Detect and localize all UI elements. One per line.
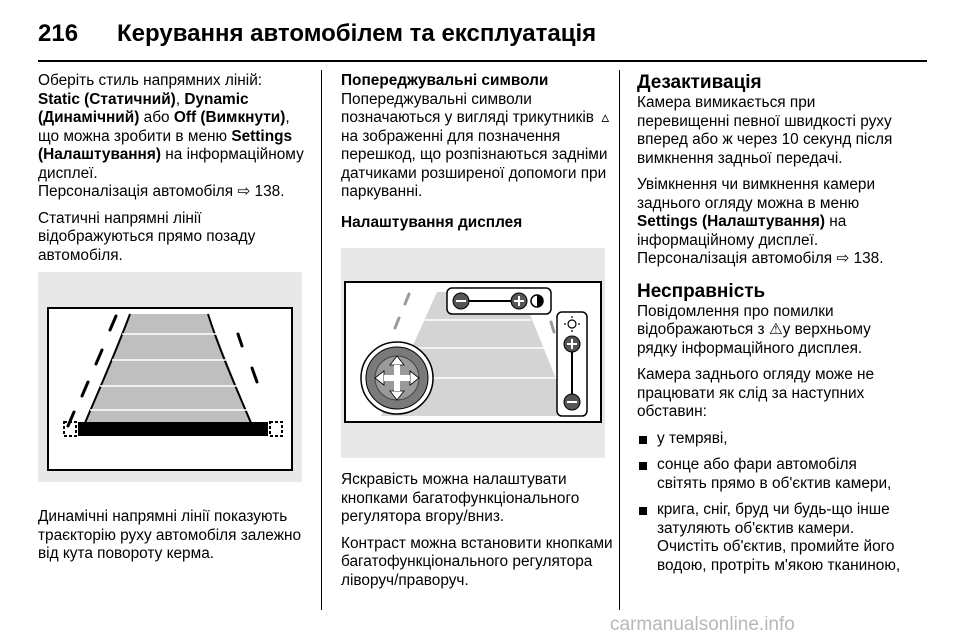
deactivation-paragraph-2: [637, 176, 909, 269]
text: ,: [175, 90, 185, 108]
text: Повідомлення про помилки відображаються з: [637, 302, 834, 338]
page-ref: 138.: [849, 250, 884, 267]
column-divider-2: [619, 70, 620, 610]
personalization-link[interactable]: Персоналізація автомобіля: [38, 183, 234, 200]
fault-paragraph-1: [637, 303, 909, 359]
column-3: [637, 72, 909, 583]
column-divider-1: [321, 70, 322, 610]
column-2-bottom: [341, 471, 613, 598]
brightness-paragraph: Яскравість можна налаштувати кнопками багатофункціонального регулятора вгору/вниз.: [341, 471, 580, 525]
page-ref-arrow-icon: ⇨: [836, 250, 850, 267]
text: Попереджувальні символи позначаються у вигляді трикутників: [341, 90, 594, 126]
page-title: Керування автомобілем та експлуатація: [117, 20, 597, 47]
warning-icon: ⚠: [768, 321, 783, 338]
page-header: [38, 16, 928, 56]
text: Увімкнення чи вимкнення камери заднього огляду можна в меню: [637, 176, 876, 212]
list-item: у темряві,: [637, 430, 909, 449]
deactivation-paragraph-1: Камера вимикається при перевищенні певної швидкості руху вперед або ж через 10 секунд після вимкнення задньої передачі.: [637, 94, 893, 167]
rear-camera-guidelines-figure: [38, 272, 302, 482]
page-number: 216: [38, 20, 79, 47]
settings-menu-ref: Settings (Налаштування): [38, 127, 293, 163]
text: , що можна зробити в меню: [38, 109, 290, 145]
dynamic-lines-paragraph: Динамічні напрямні лінії показують траєкторію руху автомобіля залежно від кута повороту керма.: [38, 508, 302, 563]
page-ref-arrow-icon: ⇨: [237, 183, 251, 200]
warning-triangle-icon: ▵: [601, 109, 610, 126]
option-off: Off (Вимкнути): [173, 109, 286, 126]
guide-lines-paragraph: [38, 72, 310, 202]
text: Оберіть стиль напрямних ліній:: [38, 72, 263, 89]
page-ref: 138.: [250, 183, 285, 200]
option-dynamic: Dynamic (Динамічний): [38, 90, 249, 126]
text: у верхньому рядку інформаційного дисплея.: [637, 321, 871, 357]
display-settings-heading: Налаштування дисплея: [341, 213, 523, 231]
display-settings-figure: [341, 248, 605, 458]
list-item: крига, сніг, бруд чи будь-що інше затуляють об'єктив камери. Очистіть об'єктив, промийте його водою, протріть м'якою тканиною,: [637, 501, 909, 575]
warning-symbols-paragraph: [341, 91, 613, 202]
fault-heading: Несправність: [637, 280, 766, 302]
column-1: [38, 72, 310, 273]
fault-conditions-list: [637, 430, 909, 576]
watermark: carmanualsonline.info: [610, 614, 795, 635]
personalization-link[interactable]: Персоналізація автомобіля: [637, 250, 833, 267]
text: на інформаційному дисплеї.: [38, 146, 304, 182]
fault-paragraph-2: Камера заднього огляду може не працювати як слід за наступних обставин:: [637, 366, 875, 420]
contrast-paragraph: Контраст можна встановити кнопками багатофункціонального регулятора ліворуч/праворуч.: [341, 534, 613, 589]
text: на зображенні для позначення перешкод, що розпізнаються задніми датчиками розширеної допомоги при паркуванні.: [341, 127, 608, 200]
warning-symbols-heading: Попереджувальні символи: [341, 72, 549, 89]
list-item: сонце або фари автомобіля світять прямо в об'єктив камери,: [637, 456, 909, 493]
option-static: Static (Статичний): [38, 90, 176, 108]
settings-menu-ref: Settings (Налаштування): [637, 213, 825, 230]
deactivation-heading: Дезактивація: [637, 72, 762, 93]
header-rule: [38, 60, 927, 62]
column-2: [341, 72, 613, 240]
static-lines-paragraph: Статичні напрямні лінії відображуються прямо позаду автомобіля.: [38, 209, 256, 264]
text: на інформаційному дисплеї.: [637, 213, 847, 249]
text: або: [139, 109, 174, 126]
